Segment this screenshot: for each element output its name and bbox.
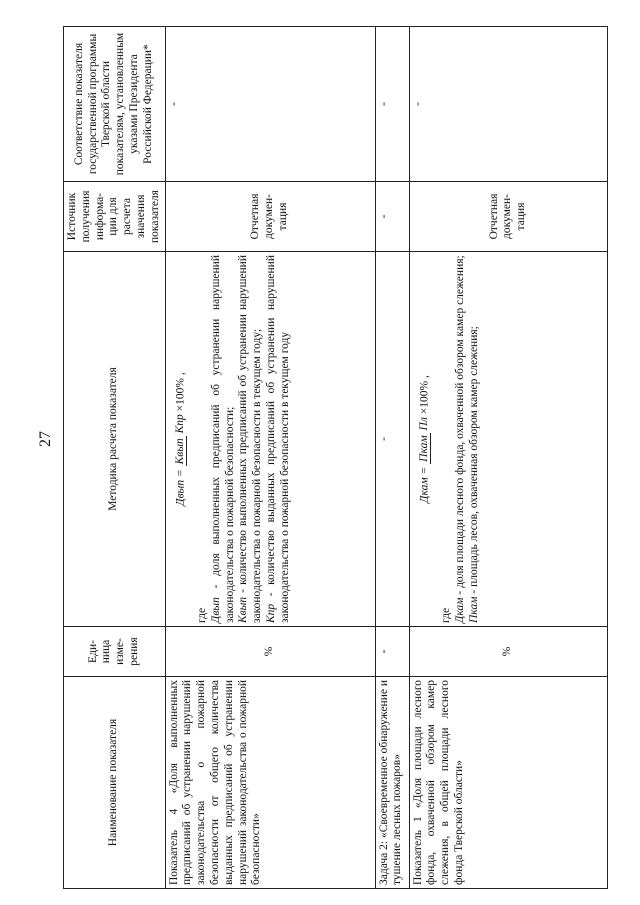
row2-name: Показатель 1 «Доля площади лесного фонда, охваченной обзором камер слежения, в общей площади лесного фонда Тверской области» <box>409 677 607 889</box>
formula-numerator: Квып <box>173 438 186 465</box>
def-symbol: Двып <box>209 597 222 623</box>
page-number: 27 <box>37 431 54 447</box>
def-text: - доля площади лесного фонда, охваченной обзором камер слежения; <box>453 255 466 598</box>
header-source: Источник получения информа-ции для расчета значения показателя <box>64 182 166 252</box>
def-symbol: Кпр <box>264 603 277 623</box>
header-method: Методика расчета показателя <box>64 252 166 627</box>
def-text: - доля выполненных предписаний об устранении нарушений законодательства о пожарной безопасности; <box>209 255 236 623</box>
row2-formula <box>418 255 432 623</box>
row1-unit: % <box>165 627 375 677</box>
row1-formula <box>174 255 188 623</box>
row2-where: где <box>439 607 452 623</box>
def-text: - количество выданных предписаний об устранении нарушений законодательства о пожарной безопасности в текущем году <box>264 255 291 623</box>
formula-tail: ×100% <box>418 380 431 415</box>
row2-method <box>409 252 607 627</box>
formula-tail: ×100% <box>174 378 187 412</box>
header-compliance: Соответствие показателя государственной программы Тверской области показателям, установленным указами Президента Российской Федерации* <box>64 27 166 182</box>
task2-compliance: - <box>375 27 409 182</box>
formula-fraction <box>418 417 432 464</box>
row1-definition <box>210 255 238 623</box>
table-row <box>375 27 409 889</box>
task2-source: - <box>375 182 409 252</box>
header-name: Наименование показателя <box>64 677 166 889</box>
formula-end: , <box>174 372 187 376</box>
table-row <box>165 27 375 889</box>
header-unit: Еди-ница изме-рения <box>64 627 166 677</box>
def-symbol: Пкам <box>467 596 480 623</box>
task2-unit: - <box>375 627 409 677</box>
formula-numerator: Пкам <box>417 435 430 462</box>
row2-definition <box>468 255 482 623</box>
def-symbol: Квып <box>237 596 250 623</box>
row1-name: Показатель 4 «Доля выполненных предписаний об устранении нарушений законодательства о пожарной безопасности от общего количества выданных предписаний об устранении нарушений законодательства о пожарной безопасности» <box>165 677 375 889</box>
row2-source: Отчетная докумен-тация <box>409 182 607 252</box>
rotated-table-container <box>63 27 608 889</box>
formula-end: , <box>418 375 431 379</box>
row1-compliance: - <box>165 27 375 182</box>
task2-name: Задача 2: «Своевременное обнаружение и тушение лесных пожаров» <box>375 677 409 889</box>
formula-denominator: Пл <box>417 417 430 431</box>
row1-source: Отчетная докумен-тация <box>165 182 375 252</box>
def-text: - количество выполненных предписаний об устранении нарушений законодательства о пожарной безопасности в текущем году; <box>237 255 264 623</box>
row1-where: где <box>195 607 208 623</box>
task2-method: - <box>375 252 409 627</box>
row1-definition <box>237 255 265 623</box>
row1-definition <box>265 255 293 623</box>
formula-fraction <box>174 414 188 466</box>
formula-denominator: Кпр <box>173 414 186 434</box>
indicator-table <box>63 26 608 889</box>
row2-unit: % <box>409 627 607 677</box>
def-text: - площадь лесов, охваченная обзором камер слежения; <box>467 326 480 597</box>
row2-definition <box>454 255 468 623</box>
row1-method <box>165 252 375 627</box>
table-row <box>409 27 607 889</box>
formula-lhs: Дкам = <box>418 466 431 503</box>
formula-lhs: Двып = <box>174 469 187 506</box>
row2-compliance: - <box>409 27 607 182</box>
table-header-row <box>64 27 166 889</box>
def-symbol: Дкам <box>453 597 466 623</box>
